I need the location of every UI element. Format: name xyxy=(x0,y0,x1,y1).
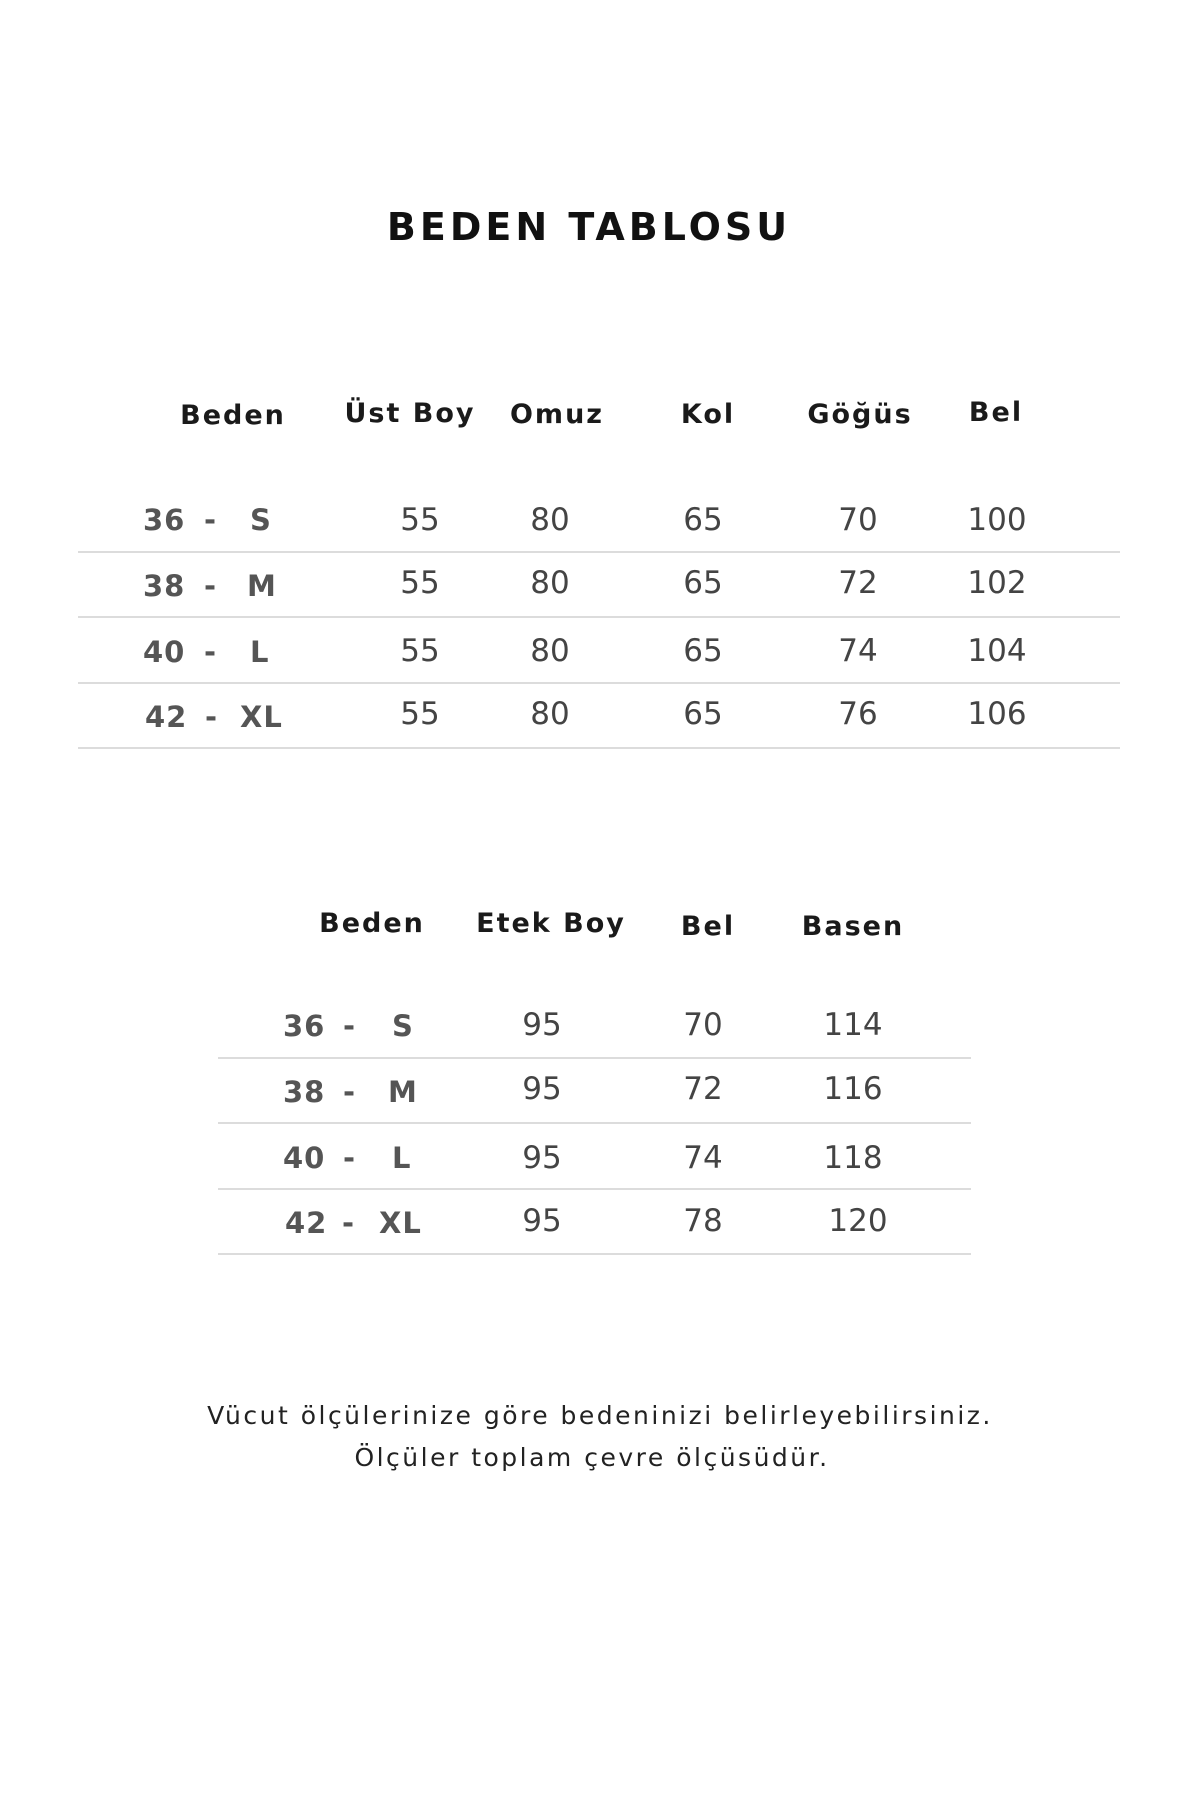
row-divider xyxy=(218,1057,971,1059)
table-cell: 76 xyxy=(838,696,878,732)
table-cell: 65 xyxy=(683,502,723,538)
table-cell: 74 xyxy=(838,633,878,669)
table-cell: 80 xyxy=(530,502,570,538)
table-header-cell: Basen xyxy=(801,911,905,942)
size-number: 36 xyxy=(143,503,186,537)
table-header-cell: Omuz xyxy=(509,399,605,430)
table-cell: 72 xyxy=(838,565,878,601)
table-cell: 72 xyxy=(683,1071,723,1107)
row-divider xyxy=(218,1253,971,1255)
size-dash: - xyxy=(204,503,218,537)
table-cell: 80 xyxy=(530,696,570,732)
size-label xyxy=(143,569,277,603)
table-cell: 118 xyxy=(823,1140,883,1176)
table-header-cell: Beden xyxy=(180,400,286,431)
page-title: BEDEN TABLOSU xyxy=(386,205,792,249)
size-letter: L xyxy=(392,1141,412,1175)
table-header-cell: Bel xyxy=(680,911,736,942)
table-header-cell: Kol xyxy=(680,399,736,430)
table-cell: 55 xyxy=(400,696,440,732)
row-divider xyxy=(218,1122,971,1124)
table-header-cell: Bel xyxy=(968,397,1024,428)
table-cell: 95 xyxy=(522,1140,562,1176)
table-cell: 114 xyxy=(823,1007,883,1043)
table-cell: 74 xyxy=(683,1140,723,1176)
size-dash: - xyxy=(343,1075,357,1109)
table-header-cell: Etek Boy xyxy=(476,908,626,939)
table-cell: 80 xyxy=(530,633,570,669)
table-cell: 120 xyxy=(828,1203,888,1239)
table-cell: 55 xyxy=(400,633,440,669)
size-number: 38 xyxy=(143,569,186,603)
table-cell: 95 xyxy=(522,1071,562,1107)
size-dash: - xyxy=(343,1009,357,1043)
size-label xyxy=(143,635,270,669)
table-cell: 95 xyxy=(522,1007,562,1043)
table-cell: 70 xyxy=(838,502,878,538)
note-line-1: Vücut ölçülerinize göre bedeninizi belirleyebilirsiniz. xyxy=(207,1401,993,1430)
table-cell: 116 xyxy=(823,1071,883,1107)
size-label xyxy=(283,1141,412,1175)
size-number: 38 xyxy=(283,1075,326,1109)
table-cell: 102 xyxy=(967,565,1027,601)
table-cell: 95 xyxy=(522,1203,562,1239)
row-divider xyxy=(78,747,1120,749)
table-cell: 65 xyxy=(683,565,723,601)
table-cell: 55 xyxy=(400,502,440,538)
table-header-cell: Göğüs xyxy=(807,399,913,430)
size-number: 42 xyxy=(145,700,188,734)
table-cell: 70 xyxy=(683,1007,723,1043)
table-cell: 78 xyxy=(683,1203,723,1239)
size-label xyxy=(143,503,272,537)
size-letter: XL xyxy=(379,1206,422,1240)
table-cell: 55 xyxy=(400,565,440,601)
size-label xyxy=(145,700,283,734)
size-letter: XL xyxy=(240,700,283,734)
size-dash: - xyxy=(343,1141,357,1175)
size-dash: - xyxy=(205,700,219,734)
size-number: 42 xyxy=(285,1206,328,1240)
row-divider xyxy=(218,1188,971,1190)
size-letter: S xyxy=(250,503,272,537)
row-divider xyxy=(78,551,1120,553)
table-cell: 65 xyxy=(683,633,723,669)
size-number: 40 xyxy=(143,635,186,669)
note-line-2: Ölçüler toplam çevre ölçüsüdür. xyxy=(354,1443,830,1472)
size-number: 36 xyxy=(283,1009,326,1043)
size-letter: S xyxy=(392,1009,414,1043)
size-number: 40 xyxy=(283,1141,326,1175)
size-dash: - xyxy=(342,1206,356,1240)
table-cell: 106 xyxy=(967,696,1027,732)
table-cell: 65 xyxy=(683,696,723,732)
table-cell: 80 xyxy=(530,565,570,601)
size-letter: L xyxy=(250,635,270,669)
size-label xyxy=(285,1206,422,1240)
table-header-cell: Üst Boy xyxy=(344,398,476,429)
table-cell: 100 xyxy=(967,502,1027,538)
size-dash: - xyxy=(204,569,218,603)
table-header-cell: Beden xyxy=(319,908,425,939)
size-label xyxy=(283,1009,414,1043)
size-letter: M xyxy=(247,569,277,603)
size-dash: - xyxy=(204,635,218,669)
size-label xyxy=(283,1075,418,1109)
table-cell: 104 xyxy=(967,633,1027,669)
row-divider xyxy=(78,682,1120,684)
row-divider xyxy=(78,616,1120,618)
size-letter: M xyxy=(388,1075,418,1109)
